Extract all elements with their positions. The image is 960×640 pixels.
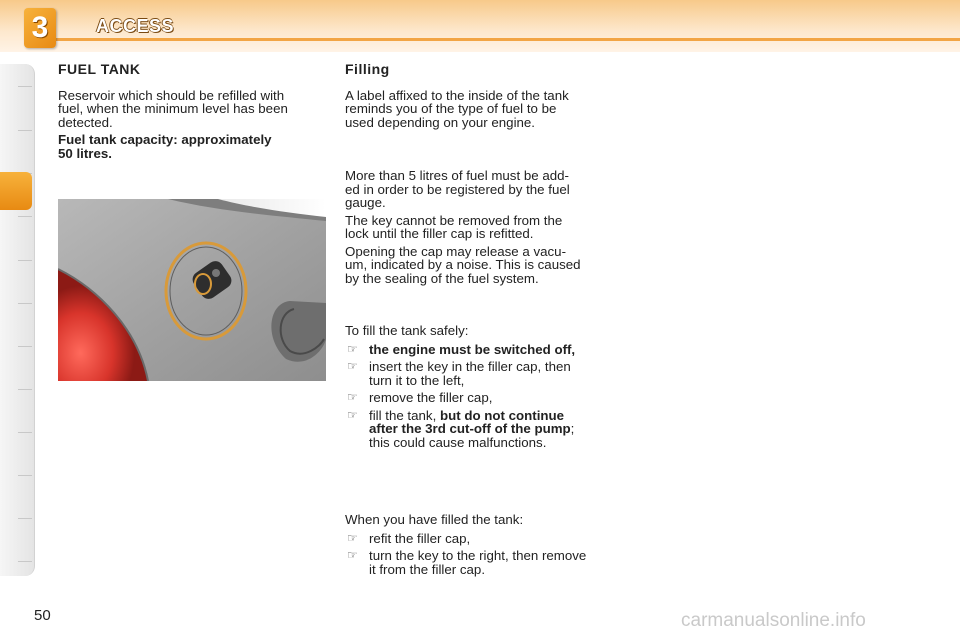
text-line: used depending on your engine. [345,114,536,130]
tab-divider [18,389,32,390]
text-line: fill the tank, [369,407,437,423]
watermark: carmanualsonline.info [681,610,866,631]
chapter-tabs [0,64,35,576]
vacuum-paragraph [345,245,615,286]
header-rule [56,38,960,41]
text-line: detected. [58,114,113,130]
tab-divider [18,130,32,131]
fuel-tank-description [58,89,326,130]
chapter-title: ACCESS [96,16,175,36]
text-line: Fuel tank capacity: approximately [58,132,272,147]
minimum-fill-paragraph [345,169,615,210]
tab-divider [18,303,32,304]
fill-safely-intro: To fill the tank safely: [345,323,469,338]
text-line: by the sealing of the fuel system. [345,270,539,286]
key-lock-paragraph [345,214,615,241]
pointing-hand-icon: ☞ [347,530,358,545]
text-line: More than 5 litres of fuel must be add- [345,168,569,183]
text-line: this could cause malfunctions. [369,434,547,450]
text-line: 50 litres. [58,145,112,161]
text-line: ; [570,421,575,436]
page-number: 50 [34,607,51,624]
pointing-hand-icon: ☞ [347,359,358,373]
tab-divider [18,86,32,87]
fuel-filler-flap-photo [58,199,326,381]
text-line: it from the filler cap. [369,561,486,577]
text-line: Reservoir which should be refilled with [58,87,285,103]
text-line: A label affixed to the inside of the tank [345,87,569,103]
chapter-tab-active[interactable] [0,172,32,210]
tab-divider [18,475,32,476]
text-line: lock until the filler cap is refitted. [345,226,534,241]
list-item [345,343,615,357]
tab-divider [18,518,32,519]
list-item [345,409,615,450]
tab-divider [18,432,32,433]
list-item [345,391,615,405]
text-line: um, indicated by a noise. This is caused [345,257,581,272]
list-item [345,360,615,387]
pointing-hand-icon: ☞ [347,407,358,422]
list-item [345,532,615,546]
tab-divider [18,260,32,261]
text-line: remove the filler cap, [369,390,493,405]
text-line: gauge. [345,195,386,210]
text-line: turn the key to the right, then remove [369,548,587,563]
tab-divider [18,346,32,347]
fuel-tank-capacity [58,133,326,160]
text-bold: but do not continue [439,407,565,423]
after-filling-intro: When you have filled the tank: [345,512,524,527]
text-line: turn it to the left, [369,372,465,388]
filling-section [345,63,615,576]
filling-heading: Filling [345,61,390,77]
text-line: fuel, when the minimum level has been [58,101,288,116]
text-line: ed in order to be registered by the fuel [345,181,570,197]
text-line: Opening the cap may release a vacu- [345,243,567,259]
text-line: reminds you of the type of fuel to be [345,101,557,116]
pointing-hand-icon: ☞ [347,390,358,404]
fuel-tank-section [58,63,326,160]
text-line: the engine must be switched off, [369,341,576,357]
list-item [345,549,615,576]
chapter-number-badge: 3 [24,8,56,48]
tab-divider [18,216,32,217]
text-line: The key cannot be removed from the [345,212,563,228]
tab-divider [18,561,32,562]
text-bold: after the 3rd cut-off of the pump [369,421,571,436]
text-line: refit the filler cap, [369,530,471,546]
pointing-hand-icon: ☞ [347,548,358,562]
pointing-hand-icon: ☞ [347,341,358,356]
fuel-label-paragraph [345,89,615,130]
text-line: insert the key in the filler cap, then [369,359,571,374]
fuel-tank-heading: FUEL TANK [58,61,141,77]
